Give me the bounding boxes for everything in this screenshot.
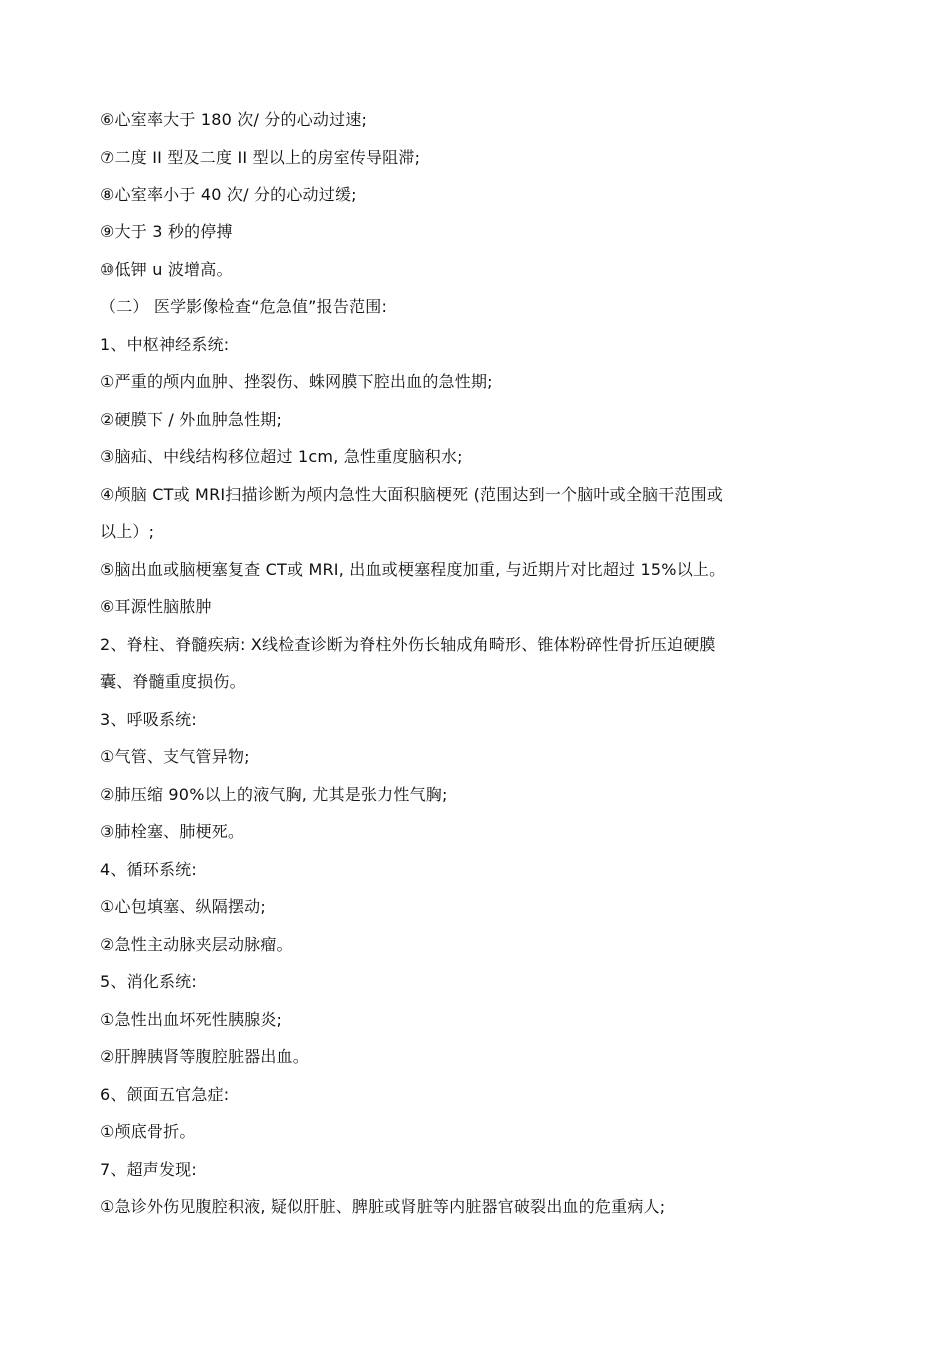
text-line: ②肝脾胰肾等腹腔脏器出血。 bbox=[100, 1047, 309, 1066]
subsection-heading: 6、颌面五官急症: bbox=[100, 1085, 230, 1104]
text-line: 以上）; bbox=[100, 522, 155, 541]
text-line: ⑥心室率大于 180 次/ 分的心动过速; bbox=[100, 110, 368, 129]
text-line: ①颅底骨折。 bbox=[100, 1122, 196, 1141]
text-line: ④颅脑 CT或 MRI扫描诊断为颅内急性大面积脑梗死 (范围达到一个脑叶或全脑干范围或 bbox=[100, 485, 724, 504]
subsection-heading: 3、呼吸系统: bbox=[100, 710, 197, 729]
text-line: ②肺压缩 90%以上的液气胸, 尤其是张力性气胸; bbox=[100, 785, 448, 804]
subsection-heading: 1、中枢神经系统: bbox=[100, 335, 230, 354]
text-line: 囊、脊髓重度损伤。 bbox=[100, 672, 246, 691]
text-line: ②急性主动脉夹层动脉瘤。 bbox=[100, 935, 293, 954]
subsection-heading: 4、循环系统: bbox=[100, 860, 197, 879]
text-line: ⑦二度 II 型及二度 II 型以上的房室传导阻滞; bbox=[100, 148, 421, 167]
text-line: ①心包填塞、纵隔摆动; bbox=[100, 897, 266, 916]
text-line: ③肺栓塞、肺梗死。 bbox=[100, 822, 245, 841]
text-line: ③脑疝、中线结构移位超过 1cm, 急性重度脑积水; bbox=[100, 447, 463, 466]
text-line: ⑨大于 3 秒的停搏 bbox=[100, 222, 233, 241]
text-line: ①急诊外伤见腹腔积液, 疑似肝脏、脾脏或肾脏等内脏器官破裂出血的危重病人; bbox=[100, 1197, 666, 1216]
subsection-heading: 2、脊柱、脊髓疾病: X线检查诊断为脊柱外伤长轴成角畸形、锥体粉碎性骨折压迫硬膜 bbox=[100, 635, 716, 654]
text-line: ⑧心室率小于 40 次/ 分的心动过缓; bbox=[100, 185, 357, 204]
subsection-heading: 5、消化系统: bbox=[100, 972, 197, 991]
text-line: ②硬膜下 / 外血肿急性期; bbox=[100, 410, 283, 429]
text-line: ⑩低钾 u 波增高。 bbox=[100, 260, 233, 279]
section-heading: （二） 医学影像检查“危急值”报告范围: bbox=[100, 297, 388, 316]
text-line: ⑥耳源性脑脓肿 bbox=[100, 597, 212, 616]
text-line: ①严重的颅内血肿、挫裂伤、蛛网膜下腔出血的急性期; bbox=[100, 372, 493, 391]
subsection-heading: 7、超声发现: bbox=[100, 1160, 197, 1179]
text-line: ⑤脑出血或脑梗塞复查 CT或 MRI, 出血或梗塞程度加重, 与近期片对比超过 15%以上。 bbox=[100, 560, 726, 579]
text-line: ①气管、支气管异物; bbox=[100, 747, 250, 766]
text-line: ①急性出血坏死性胰腺炎; bbox=[100, 1010, 283, 1029]
